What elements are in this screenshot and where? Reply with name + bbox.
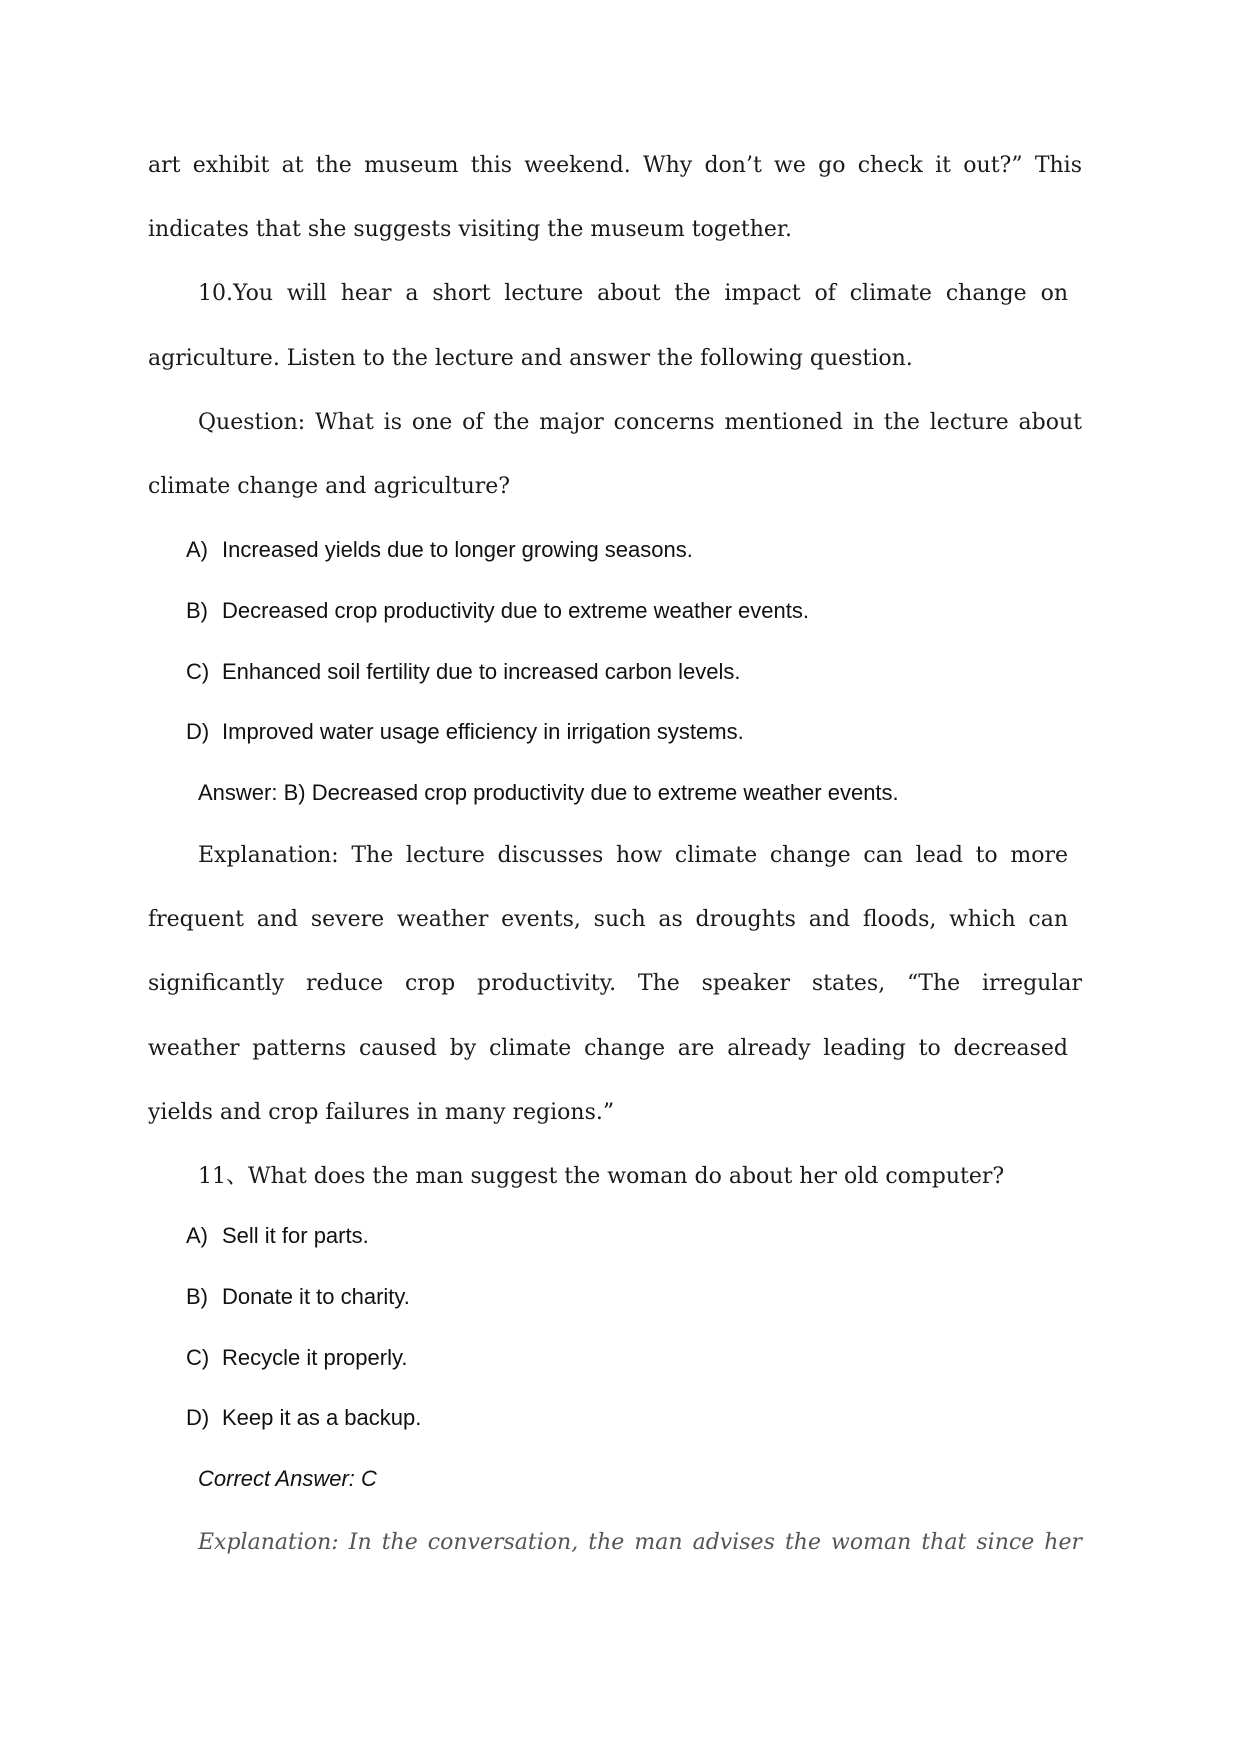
option-letter: A) <box>186 537 208 562</box>
option-letter: B) <box>186 598 208 623</box>
option-text: Donate it to charity. <box>222 1284 410 1309</box>
option-letter: C) <box>186 1345 210 1370</box>
option-text: Increased yields due to longer growing seasons. <box>222 537 693 562</box>
q10-answer: Answer: B) Decreased crop productivity due to extreme weather events. <box>198 780 899 805</box>
option-letter: D) <box>186 719 210 744</box>
option-text: Improved water usage efficiency in irrigation systems. <box>222 719 744 744</box>
q10-explanation-line: weather patterns caused by climate change are already leading to decreased <box>148 1036 1068 1061</box>
option-letter: D) <box>186 1405 210 1430</box>
option-text: Enhanced soil fertility due to increased carbon levels. <box>222 659 741 684</box>
q11-explanation-line: Explanation: In the conversation, the man advises the woman that since her <box>198 1530 1082 1555</box>
option-letter: A) <box>186 1223 208 1248</box>
option-letter: B) <box>186 1284 208 1309</box>
question-10-prompt: climate change and agriculture? <box>148 474 511 499</box>
q10-explanation-line: frequent and severe weather events, such as droughts and floods, which can <box>148 907 1068 932</box>
q10-explanation-line: Explanation: The lecture discusses how climate change can lead to more <box>198 843 1068 868</box>
question-10-prompt: Question: What is one of the major concerns mentioned in the lecture about <box>198 410 1082 435</box>
option-text: Recycle it properly. <box>222 1345 408 1370</box>
paragraph-line: art exhibit at the museum this weekend. Why don’t we go check it out?” This <box>148 153 1082 178</box>
option-text: Keep it as a backup. <box>222 1405 422 1430</box>
q11-correct-answer: Correct Answer: C <box>198 1466 377 1491</box>
question-10-line: 10.You will hear a short lecture about the impact of climate change on <box>198 281 1068 306</box>
question-11: 11、What does the man suggest the woman do about her old computer? <box>198 1164 1005 1189</box>
q10-explanation-line: yields and crop failures in many regions.” <box>148 1100 615 1125</box>
option-text: Decreased crop productivity due to extreme weather events. <box>222 598 809 623</box>
option-letter: C) <box>186 659 210 684</box>
q10-explanation-line: significantly reduce crop productivity. The speaker states, “The irregular <box>148 971 1082 996</box>
question-10-line: agriculture. Listen to the lecture and answer the following question. <box>148 346 913 371</box>
option-text: Sell it for parts. <box>222 1223 369 1248</box>
paragraph-line: indicates that she suggests visiting the museum together. <box>148 217 793 242</box>
